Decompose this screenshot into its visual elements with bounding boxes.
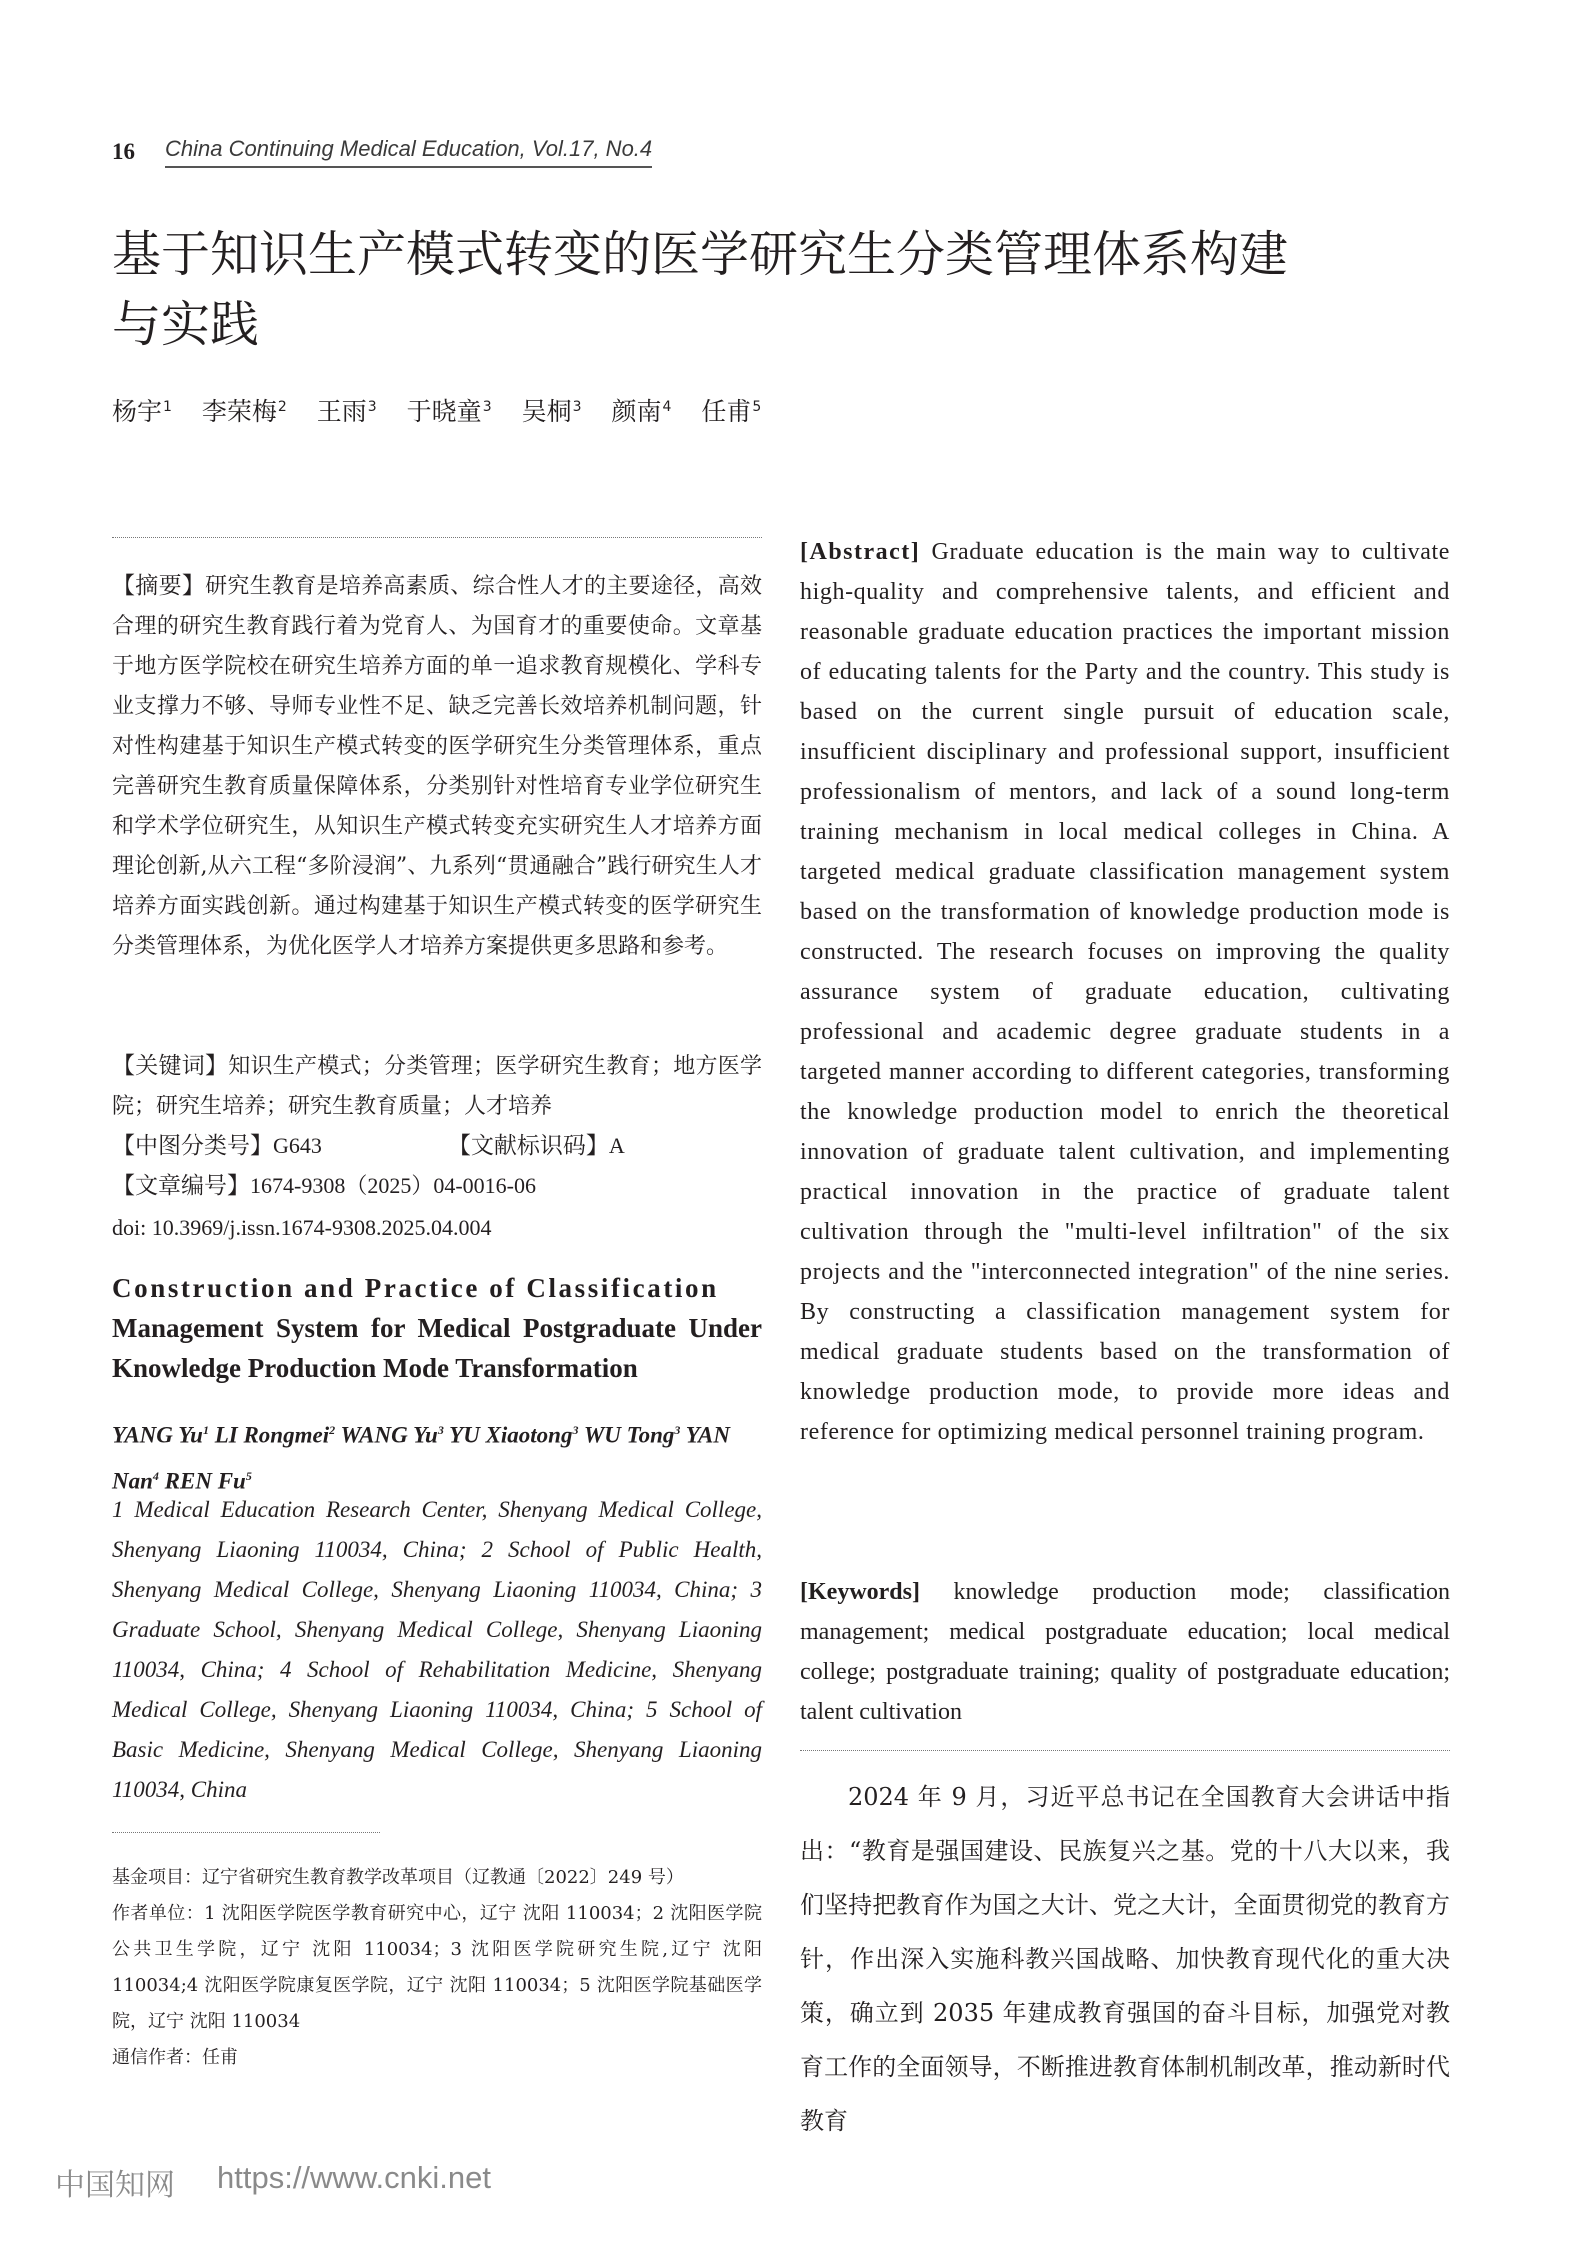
affiliations-en: 1 Medical Education Research Center, Shenyang Medical College, Shenyang Liaoning 110034, China; 2 School of Public Health, Shenyang Medical College, Shenyang Liaoning 110034, China; 3 Graduate School, Shenyang Medical College, Shenyang Liaoning 110034, China; 4 School of Rehabilitation Medicine, Shenyang Medical College, Shenyang Liaoning 110034, China; 5 School of Basic Medicine, Shenyang Medical College, Shenyang Liaoning 110034, China — [112, 1497, 762, 1802]
footnote-divider — [112, 1832, 380, 1833]
divider-dotted — [800, 1750, 1450, 1751]
doc-code-label: 【文献标识码】 — [447, 1133, 609, 1159]
clc-value: G643 — [273, 1133, 322, 1158]
doi: doi: 10.3969/j.issn.1674-9308.2025.04.004 — [112, 1215, 492, 1240]
running-header — [112, 128, 652, 168]
abstract-en — [800, 532, 1450, 1452]
keywords-cn — [112, 1046, 762, 1127]
keywords-en-label: [Keywords] — [800, 1579, 920, 1605]
page-number: 16 — [112, 139, 135, 164]
title-line-2: 与实践 — [112, 296, 260, 353]
doc-code-value: A — [608, 1133, 625, 1158]
keywords-cn-text: 知识生产模式；分类管理；医学研究生教育；地方医学院；研究生培养；研究生教育质量；人才培养 — [112, 1054, 762, 1119]
clc-label: 【中图分类号】 — [112, 1133, 273, 1159]
title-line-1: 基于知识生产模式转变的医学研究生分类管理体系构建 — [112, 226, 1289, 283]
abstract-cn-text: 研究生教育是培养高素质、综合性人才的主要途径，高效合理的研究生教育践行着为党育人、为国育才的重要使命。文章基于地方医学院校在研究生培养方面的单一追求教育规模化、学科专业支撑力不够、导师专业性不足、缺乏完善长效培养机制问题，针对性构建基于知识生产模式转变的医学研究生分类管理体系，重点完善研究生教育质量保障体系，分类别针对性培育专业学位研究生和学术学位研究生，从知识生产模式转变充实研究生人才培养方面理论创新,从六工程“多阶浸润”、九系列“贯通融合”践行研究生人才培养方面实践创新。通过构建基于知识生产模式转变的医学研究生分类管理体系，为优化医学人才培养方案提供更多思路和参考。 — [112, 574, 762, 959]
journal-name: China Continuing Medical Education, Vol.17, No.4 — [165, 133, 652, 168]
article-number-value: 1674-9308（2025）04-0016-06 — [250, 1173, 536, 1198]
classification-line — [112, 1126, 762, 1167]
abstract-en-text: Graduate education is the main way to cultivate high-quality and comprehensive talents, and efficient and reasonable graduate education practices the important mission of educating talents for the Party and the country. This study is based on the current single pursuit of education scale, insufficient disciplinary and professional support, insufficient professionalism of mentors, and lack of a sound long-term training mechanism in local medical colleges in China. A targeted medical graduate classification management system based on the transformation of knowledge production mode is constructed. The research focuses on improving the quality assurance system of graduate education, cultivating professional and academic degree graduate students in a targeted manner according to different categories, transforming the knowledge production model to enrich the theoretical innovation of graduate talent cultivation, and implementing practical innovation in the practice of graduate talent cultivation through the "multi-level infiltration" of the six projects and the "interconnected integration" of the nine series. By constructing a classification management system for medical graduate students based on the transformation of knowledge production mode, to provide more ideas and reference for optimizing medical personnel training program. — [800, 539, 1450, 1445]
author-units-note: 作者单位：1 沈阳医学院医学教育研究中心，辽宁 沈阳 110034；2 沈阳医学院公共卫生学院，辽宁 沈阳 110034；3 沈阳医学院研究生院,辽宁 沈阳 110034;4 沈阳医学院康复医学院，辽宁 沈阳 110034；5 沈阳医学院基础医学院，辽宁 沈阳 110034 — [112, 1903, 762, 2032]
author-cn: 任甫$^5$ — [701, 397, 762, 426]
author-cn: 颜南$^4$ — [611, 397, 672, 426]
keywords-en-text: knowledge production mode; classification management; medical postgraduate education; local medical college; postgraduate training; quality of postgraduate education; talent cultivation — [800, 1579, 1450, 1725]
keywords-en — [800, 1572, 1450, 1732]
body-paragraph: 2024 年 9 月，习近平总书记在全国教育大会讲话中指出：“教育是强国建设、民族复兴之基。党的十八大以来，我们坚持把教育作为国之大计、党之大计，全面贯彻党的教育方针，作出深入实施科教兴国战略、加快教育现代化的重大决策，确立到 2035 年建成教育强国的奋斗目标，加强党对教育工作的全面领导，不断推进教育体制机制改革，推动新时代教育 — [800, 1783, 1450, 2135]
divider-dotted — [112, 537, 762, 538]
article-title-cn — [112, 220, 1412, 360]
author-cn: 王雨$^3$ — [316, 397, 377, 426]
corresponding-author-note: 通信作者：任甫 — [112, 2047, 238, 2068]
abstract-cn-label: 【摘要】 — [112, 573, 206, 599]
article-title-en — [112, 1268, 762, 1388]
title-en-rest: Management System for Medical Postgraduate Under Knowledge Production Mode Transformation — [112, 1313, 762, 1383]
author-cn: 于晓童$^3$ — [406, 397, 492, 426]
title-en-line-1: Construction and Practice of Classification — [112, 1273, 719, 1303]
footnotes — [112, 1860, 762, 2076]
author-cn: 吴桐$^3$ — [521, 397, 582, 426]
watermark-brand: 中国知网 — [55, 2168, 175, 2203]
authors-cn — [112, 392, 783, 428]
watermark-url: https://www.cnki.net — [217, 2160, 491, 2195]
fund-note: 基金项目：辽宁省研究生教育教学改革项目（辽教通〔2022〕249 号） — [112, 1867, 684, 1888]
abstract-cn — [112, 566, 762, 967]
watermark — [55, 2160, 491, 2204]
author-cn: 李荣梅$^2$ — [201, 397, 287, 426]
abstract-en-label: [Abstract] — [800, 539, 921, 565]
author-cn: 杨宇$^1$ — [112, 397, 172, 426]
authors-en: YANG Yu$^1$ LI Rongmei$^2$ WANG Yu$^3$ YU Xiaotong$^3$ WU Tong$^3$ YAN Nan$^4$ REN Fu$^5$ — [112, 1422, 731, 1494]
article-number-line — [112, 1166, 762, 1207]
keywords-cn-label: 【关键词】 — [112, 1053, 229, 1079]
article-number-label: 【文章编号】 — [112, 1173, 250, 1199]
